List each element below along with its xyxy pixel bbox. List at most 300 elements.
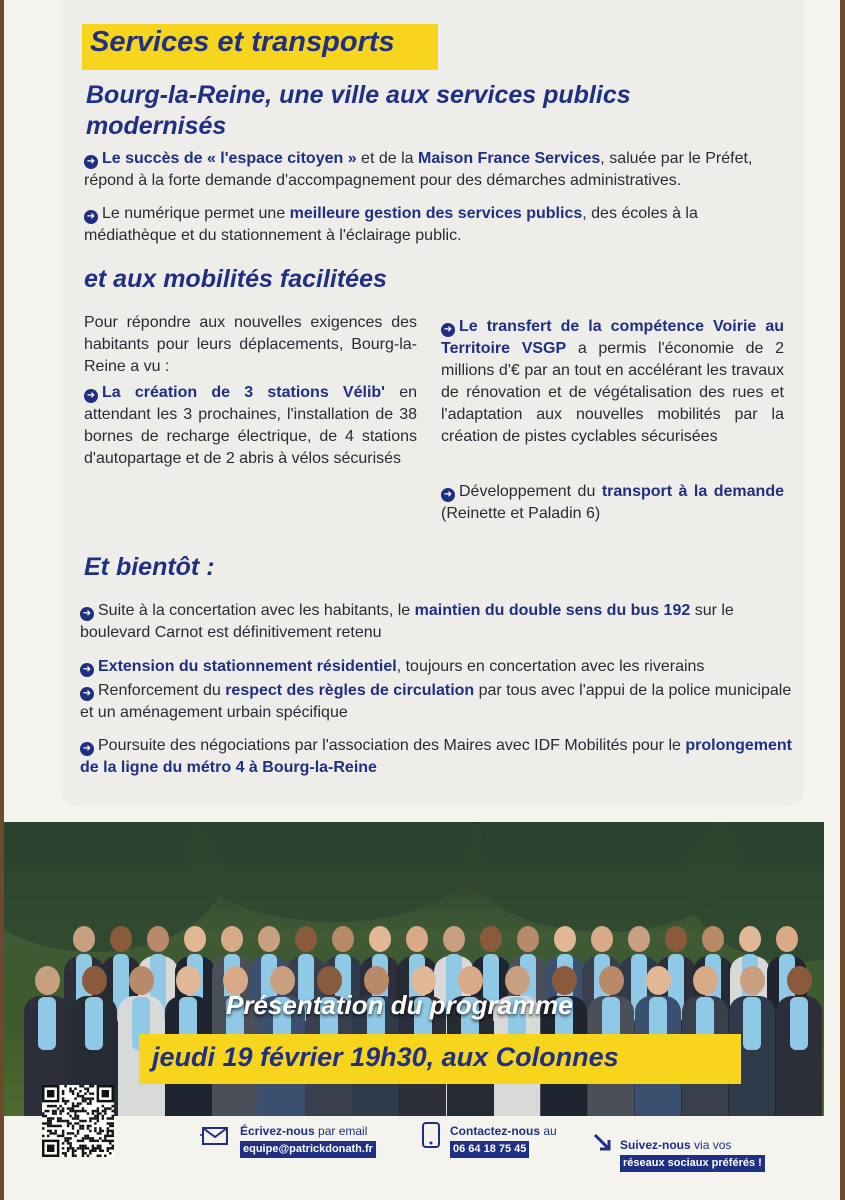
- qr-module: [94, 1117, 96, 1119]
- bientot-item-1: [80, 600, 800, 644]
- email-label-suffix: par email: [314, 1124, 368, 1138]
- qr-module: [69, 1145, 71, 1147]
- qr-module: [112, 1105, 114, 1107]
- qr-module: [62, 1110, 64, 1112]
- mobilites-left-bullet: [84, 382, 417, 470]
- qr-module: [92, 1092, 94, 1094]
- qr-module: [49, 1122, 51, 1124]
- qr-module: [69, 1122, 71, 1124]
- qr-module: [64, 1085, 66, 1087]
- qr-module: [92, 1110, 94, 1112]
- qr-module: [52, 1132, 54, 1134]
- qr-module: [49, 1132, 51, 1134]
- qr-module: [77, 1130, 79, 1132]
- scarf: [743, 997, 761, 1050]
- qr-module: [72, 1155, 74, 1157]
- qr-module: [84, 1120, 86, 1122]
- person-head: [554, 926, 576, 952]
- qr-module: [82, 1137, 84, 1139]
- qr-module: [92, 1085, 94, 1087]
- qr-module: [84, 1152, 86, 1154]
- person-head: [599, 966, 624, 995]
- qr-module: [57, 1117, 59, 1119]
- qr-module: [94, 1150, 96, 1152]
- qr-module: [104, 1135, 106, 1137]
- qr-module: [54, 1132, 56, 1134]
- qr-module: [92, 1147, 94, 1149]
- qr-module: [67, 1125, 69, 1127]
- qr-module: [77, 1105, 79, 1107]
- person-head: [787, 966, 812, 995]
- qr-module: [87, 1155, 89, 1157]
- qr-module: [49, 1105, 51, 1107]
- text: sur le boulevard Carnot est définitivement retenu: [80, 602, 734, 641]
- qr-module: [99, 1147, 101, 1149]
- qr-module: [77, 1110, 79, 1112]
- qr-module: [54, 1112, 56, 1114]
- qr-module: [97, 1117, 99, 1119]
- bold-text: Extension du stationnement résidentiel: [98, 658, 397, 675]
- qr-module: [97, 1120, 99, 1122]
- qr-module: [77, 1092, 79, 1094]
- qr-module: [74, 1117, 76, 1119]
- qr-module: [99, 1130, 101, 1132]
- qr-module: [72, 1147, 74, 1149]
- qr-module: [82, 1140, 84, 1142]
- qr-module: [89, 1092, 91, 1094]
- qr-module: [99, 1132, 101, 1134]
- qr-module: [47, 1090, 54, 1097]
- flyer-page: [4, 0, 840, 1200]
- qr-module: [62, 1120, 64, 1122]
- qr-module: [84, 1087, 86, 1089]
- qr-module: [67, 1122, 69, 1124]
- qr-module: [99, 1145, 101, 1147]
- qr-module: [47, 1122, 49, 1124]
- qr-module: [44, 1122, 46, 1124]
- qr-module: [92, 1145, 94, 1147]
- qr-module: [69, 1087, 71, 1089]
- qr-module: [112, 1135, 114, 1137]
- qr-module: [47, 1135, 49, 1137]
- qr-module: [64, 1155, 66, 1157]
- text: et de la: [356, 150, 418, 167]
- qr-module: [59, 1120, 61, 1122]
- person-head: [221, 926, 243, 952]
- scarf: [790, 997, 808, 1050]
- qr-module: [57, 1107, 59, 1109]
- qr-module: [112, 1140, 114, 1142]
- qr-module: [107, 1140, 109, 1142]
- text: (Reinette et Paladin 6): [441, 505, 601, 522]
- qr-module: [79, 1145, 81, 1147]
- services-bullet-1: [84, 148, 784, 192]
- qr-module: [79, 1085, 81, 1087]
- qr-module: [102, 1140, 104, 1142]
- qr-module: [77, 1095, 79, 1097]
- person-head: [628, 926, 650, 952]
- qr-module: [94, 1147, 96, 1149]
- qr-module: [112, 1122, 114, 1124]
- qr-module: [109, 1125, 111, 1127]
- arrow-right-icon: ➜: [84, 389, 98, 403]
- qr-module: [82, 1127, 84, 1129]
- qr-module: [102, 1117, 104, 1119]
- qr-module: [69, 1137, 71, 1139]
- phone-icon: [420, 1121, 442, 1149]
- bold-text: transport à la demande: [601, 483, 785, 500]
- qr-module: [79, 1110, 81, 1112]
- qr-module: [89, 1137, 91, 1139]
- qr-module: [84, 1097, 86, 1099]
- arrow-down-right-icon: [592, 1132, 614, 1154]
- qr-module: [52, 1110, 54, 1112]
- qr-module: [89, 1130, 91, 1132]
- person-head: [35, 966, 60, 995]
- qr-module: [112, 1147, 114, 1149]
- qr-module: [47, 1117, 49, 1119]
- qr-module: [87, 1147, 89, 1149]
- person-head: [702, 926, 724, 952]
- qr-module: [67, 1142, 69, 1144]
- qr-module: [99, 1155, 101, 1157]
- qr-module: [87, 1112, 89, 1114]
- bold-text: Maison France Services: [417, 150, 601, 167]
- bold-text: maintien du double sens du bus 192: [414, 602, 691, 619]
- qr-module: [112, 1115, 114, 1117]
- qr-module: [69, 1142, 71, 1144]
- qr-module: [72, 1132, 74, 1134]
- qr-module: [52, 1125, 54, 1127]
- phone-value[interactable]: 06 64 18 75 45: [450, 1141, 529, 1158]
- qr-module: [69, 1110, 71, 1112]
- qr-module: [89, 1120, 91, 1122]
- qr-module: [79, 1095, 81, 1097]
- qr-module: [87, 1127, 89, 1129]
- qr-module: [67, 1112, 69, 1114]
- qr-module: [107, 1117, 109, 1119]
- social-label: Suivez-nous: [620, 1138, 691, 1152]
- person-head: [332, 926, 354, 952]
- qr-module: [97, 1155, 99, 1157]
- qr-module: [79, 1140, 81, 1142]
- scarf: [38, 997, 56, 1050]
- qr-module: [82, 1100, 84, 1102]
- person-head: [110, 926, 132, 952]
- qr-module: [57, 1125, 59, 1127]
- qr-module: [109, 1107, 111, 1109]
- person-head: [129, 966, 154, 995]
- qr-module: [104, 1155, 106, 1157]
- qr-module: [74, 1115, 76, 1117]
- text: , saluée par le Préfet, répond à la forte demande d'accompagnement pour des démarches administratives.: [84, 150, 753, 189]
- arrow-right-icon: ➜: [84, 210, 98, 224]
- qr-module: [47, 1130, 49, 1132]
- qr-module: [49, 1120, 51, 1122]
- person-head: [82, 966, 107, 995]
- bientot-item-3: [80, 680, 800, 724]
- qr-module: [77, 1115, 79, 1117]
- person-head: [176, 966, 201, 995]
- text: Suite à la concertation avec les habitants, le: [98, 602, 415, 619]
- qr-module: [64, 1152, 66, 1154]
- qr-module: [77, 1147, 79, 1149]
- qr-module: [107, 1122, 109, 1124]
- tree-shape: [184, 822, 484, 922]
- qr-module: [87, 1135, 89, 1137]
- qr-module: [47, 1125, 49, 1127]
- qr-module: [62, 1130, 64, 1132]
- qr-module: [104, 1137, 106, 1139]
- social-value[interactable]: réseaux sociaux préférés !: [620, 1155, 765, 1172]
- qr-module: [62, 1090, 64, 1092]
- services-bullet-2: [84, 203, 784, 247]
- person-head: [73, 926, 95, 952]
- qr-module: [72, 1150, 74, 1152]
- mobilites-intro: Pour répondre aux nouvelles exigences des habitants pour leurs déplacements, Bourg-la-Reine a vu :: [84, 314, 417, 375]
- qr-module: [99, 1150, 101, 1152]
- bold-text: meilleure gestion des services publics: [289, 205, 583, 222]
- qr-module: [64, 1137, 66, 1139]
- person-head: [480, 926, 502, 952]
- qr-module: [87, 1137, 89, 1139]
- qr-module: [102, 1115, 104, 1117]
- person-head: [776, 926, 798, 952]
- arrow-right-icon: ➜: [80, 663, 94, 677]
- qr-module: [69, 1147, 71, 1149]
- text: a permis l'économie de 2 millions d'€ par an tout en accélérant les travaux de rénovation et de végétalisation des rues et l'adaptation aux nouvelles mobilités par la création de pistes cyclables sécurisées: [441, 340, 784, 445]
- scarf: [85, 997, 103, 1050]
- qr-module: [92, 1150, 94, 1152]
- qr-module: [94, 1115, 96, 1117]
- qr-module: [77, 1102, 79, 1104]
- text: , toujours en concertation avec les riverains: [396, 658, 705, 675]
- person-head: [693, 966, 718, 995]
- qr-module: [109, 1142, 111, 1144]
- qr-module: [64, 1140, 66, 1142]
- qr-module: [72, 1090, 74, 1092]
- qr-module: [109, 1147, 111, 1149]
- qr-module: [97, 1140, 99, 1142]
- person-head: [591, 926, 613, 952]
- qr-module: [44, 1110, 46, 1112]
- person-head: [258, 926, 280, 952]
- qr-module: [94, 1140, 96, 1142]
- qr-module: [59, 1117, 61, 1119]
- qr-module: [99, 1112, 101, 1114]
- qr-module: [42, 1112, 44, 1114]
- qr-module: [97, 1112, 99, 1114]
- event-heading: Présentation du programme: [226, 990, 573, 1020]
- qr-module: [49, 1130, 51, 1132]
- qr-module: [89, 1085, 91, 1087]
- qr-module: [94, 1127, 96, 1129]
- qr-module: [94, 1122, 96, 1124]
- mobilites-right-bullet-1: [441, 316, 784, 448]
- qr-module: [104, 1112, 106, 1114]
- qr-code-icon[interactable]: [42, 1085, 114, 1157]
- qr-module: [59, 1125, 61, 1127]
- qr-module: [107, 1130, 109, 1132]
- text: , des écoles à la médiathèque et du stationnement à l'éclairage public.: [84, 205, 698, 244]
- qr-module: [107, 1147, 109, 1149]
- qr-module: [82, 1155, 84, 1157]
- qr-module: [74, 1087, 76, 1089]
- text: en attendant les 3 prochaines, l'installation de 38 bornes de recharge électrique, de 4 stations d'autopartage et de 2 abris à vélos sécurisés: [84, 384, 418, 467]
- person-head: [184, 926, 206, 952]
- page-title: Services et transports: [90, 26, 395, 58]
- qr-module: [89, 1097, 91, 1099]
- email-label: Écrivez-nous: [240, 1124, 315, 1138]
- qr-module: [69, 1115, 71, 1117]
- qr-module: [62, 1135, 64, 1137]
- qr-module: [74, 1097, 76, 1099]
- contact-phone: [450, 1124, 557, 1158]
- qr-module: [102, 1090, 109, 1097]
- qr-module: [89, 1117, 91, 1119]
- qr-module: [74, 1122, 76, 1124]
- person-head: [740, 966, 765, 995]
- qr-module: [87, 1097, 89, 1099]
- qr-module: [87, 1125, 89, 1127]
- social-label-suffix: via vos: [690, 1138, 732, 1152]
- qr-module: [107, 1150, 109, 1152]
- qr-module: [82, 1110, 84, 1112]
- qr-module: [84, 1147, 86, 1149]
- qr-module: [109, 1117, 111, 1119]
- qr-module: [42, 1115, 44, 1117]
- qr-module: [59, 1112, 61, 1114]
- qr-module: [82, 1152, 84, 1154]
- qr-module: [74, 1110, 76, 1112]
- qr-module: [97, 1115, 99, 1117]
- person-head: [665, 926, 687, 952]
- qr-module: [77, 1117, 79, 1119]
- qr-module: [82, 1147, 84, 1149]
- qr-module: [59, 1135, 61, 1137]
- section-title-mobilites: et aux mobilités facilitées: [84, 265, 387, 293]
- qr-module: [72, 1117, 74, 1119]
- qr-module: [52, 1105, 54, 1107]
- qr-module: [97, 1107, 99, 1109]
- qr-module: [79, 1147, 81, 1149]
- qr-module: [54, 1130, 56, 1132]
- qr-module: [84, 1100, 86, 1102]
- qr-module: [42, 1127, 44, 1129]
- qr-module: [97, 1132, 99, 1134]
- text: Poursuite des négociations par l'association des Maires avec IDF Mobilités pour le: [98, 737, 686, 754]
- qr-module: [82, 1107, 84, 1109]
- qr-module: [52, 1117, 54, 1119]
- qr-module: [62, 1097, 64, 1099]
- qr-module: [82, 1085, 84, 1087]
- qr-module: [112, 1125, 114, 1127]
- qr-module: [69, 1107, 71, 1109]
- qr-module: [109, 1122, 111, 1124]
- qr-module: [69, 1090, 71, 1092]
- qr-module: [92, 1140, 94, 1142]
- qr-module: [79, 1120, 81, 1122]
- qr-module: [107, 1132, 109, 1134]
- qr-module: [72, 1107, 74, 1109]
- qr-module: [47, 1105, 49, 1107]
- qr-module: [47, 1110, 49, 1112]
- text: par tous avec l'appui de la police municipale et un aménagement urbain spécifique: [80, 682, 792, 721]
- qr-module: [52, 1112, 54, 1114]
- qr-module: [67, 1107, 69, 1109]
- qr-module: [62, 1142, 64, 1144]
- qr-module: [97, 1147, 99, 1149]
- qr-module: [79, 1090, 81, 1092]
- qr-module: [92, 1097, 94, 1099]
- person-head: [406, 926, 428, 952]
- qr-module: [97, 1110, 99, 1112]
- qr-module: [107, 1135, 109, 1137]
- qr-module: [79, 1127, 81, 1129]
- qr-module: [64, 1120, 66, 1122]
- arrow-right-icon: ➜: [84, 155, 98, 169]
- arrow-right-icon: ➜: [441, 488, 455, 502]
- phone-label-suffix: au: [540, 1124, 557, 1138]
- section-title-bientot: Et bientôt :: [84, 553, 215, 581]
- event-details: jeudi 19 février 19h30, aux Colonnes: [152, 1042, 619, 1072]
- qr-module: [49, 1117, 51, 1119]
- qr-module: [112, 1110, 114, 1112]
- mobilites-right-bullet-2: [441, 481, 784, 525]
- qr-module: [62, 1107, 64, 1109]
- email-value[interactable]: equipe@patrickdonath.fr: [240, 1141, 376, 1158]
- qr-module: [74, 1135, 76, 1137]
- qr-module: [64, 1102, 66, 1104]
- qr-module: [107, 1127, 109, 1129]
- qr-module: [72, 1102, 74, 1104]
- phone-label: Contactez-nous: [450, 1124, 540, 1138]
- qr-module: [112, 1117, 114, 1119]
- qr-module: [77, 1132, 79, 1134]
- qr-module: [102, 1110, 104, 1112]
- qr-module: [69, 1132, 71, 1134]
- qr-module: [57, 1135, 59, 1137]
- qr-module: [62, 1152, 64, 1154]
- qr-module: [84, 1137, 86, 1139]
- bientot-item-2: [80, 656, 800, 678]
- qr-module: [92, 1117, 94, 1119]
- qr-module: [99, 1137, 101, 1139]
- qr-module: [59, 1110, 61, 1112]
- qr-module: [67, 1120, 69, 1122]
- person-head: [443, 926, 465, 952]
- qr-module: [82, 1097, 84, 1099]
- qr-module: [67, 1132, 69, 1134]
- qr-module: [47, 1120, 49, 1122]
- qr-module: [112, 1132, 114, 1134]
- qr-module: [94, 1110, 96, 1112]
- qr-module: [102, 1105, 104, 1107]
- qr-module: [102, 1130, 104, 1132]
- qr-module: [77, 1122, 79, 1124]
- qr-module: [104, 1140, 106, 1142]
- qr-module: [44, 1115, 46, 1117]
- text: Le numérique permet une: [102, 205, 290, 222]
- qr-module: [92, 1137, 94, 1139]
- qr-module: [82, 1145, 84, 1147]
- qr-module: [89, 1100, 91, 1102]
- qr-module: [62, 1147, 64, 1149]
- qr-module: [82, 1120, 84, 1122]
- person-head: [517, 926, 539, 952]
- qr-module: [49, 1125, 51, 1127]
- qr-module: [84, 1092, 86, 1094]
